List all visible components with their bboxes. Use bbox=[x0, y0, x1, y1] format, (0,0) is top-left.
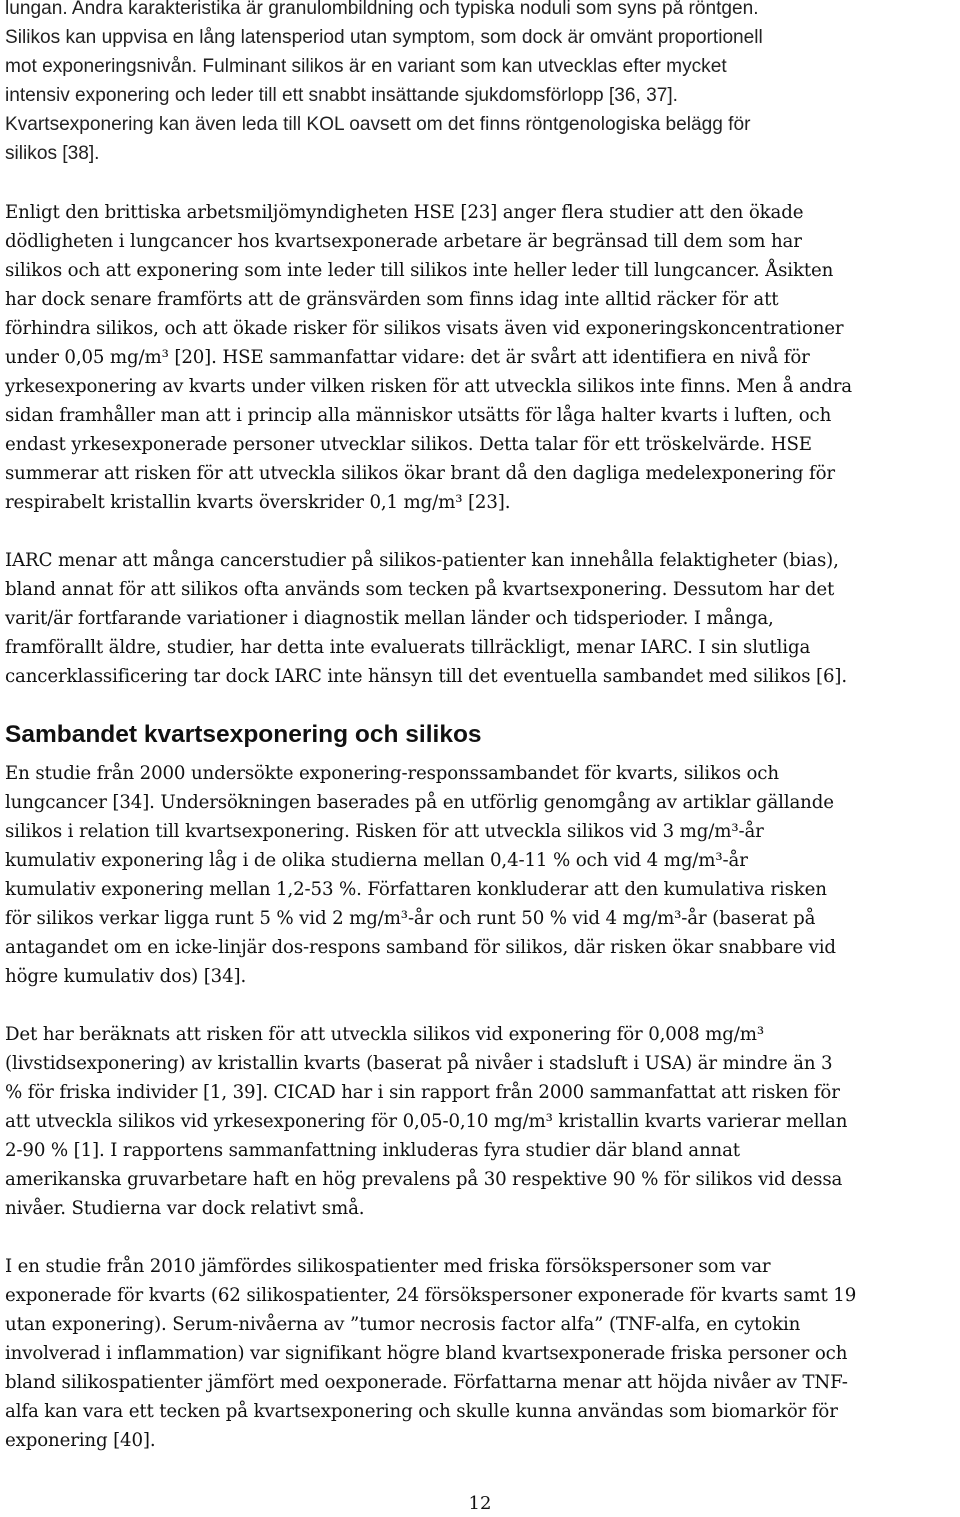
paragraph-silicosis-intro: lungan. Andra karakteristika är granulombildning och typiska noduli som syns på röntgen. Silikos kan uppvisa en lång latensperiod utan symptom, som dock är omvänt proportionell mot exponeringsnivån. Fulminant silikos är en variant som kan utvecklas efter mycket intensiv exponering och leder till ett snabbt insättande sjukdomsförlopp [36, 37]. Kvartsexponering kan även leda till KOL oavsett om det finns röntgenologiska belägg för silikos [38]. bbox=[5, 0, 763, 165]
page-number: 12 bbox=[468, 1493, 492, 1514]
document-page bbox=[5, 0, 957, 1455]
paragraph-study-2000: En studie från 2000 undersökte exponering-responssambandet för kvarts, silikos och lungcancer [34]. Undersökningen baserades på en utförlig genomgång av artiklar gällande silikos i relation till kvartsexponering. Risken för att utveckla silikos vid 3 mg/m³-år kumulativ exponering låg i de olika studierna mellan 0,4-11 % och vid 4 mg/m³-år kumulativ exponering mellan 1,2-53 %. Författaren konkluderar att den kumulativa risken för silikos verkar ligga runt 5 % vid 2 mg/m³-år och runt 50 % vid 4 mg/m³-år (baserat på antagandet om en icke-linjär dos-respons samband för silikos, där risken ökar snabbare vid högre kumulativ dos) [34]. bbox=[5, 762, 836, 987]
paragraph-hse: Enligt den brittiska arbetsmiljömyndigheten HSE [23] anger flera studier att den ökade dödligheten i lungcancer hos kvartsexponerade arbetare är begränsad till dem som har silikos och att exponering som inte leder till silikos inte heller leder till lungcancer. Åsikten har dock senare framförts att de gränsvärden som finns idag inte alltid räcker för att förhindra silikos, och att ökade risker för silikos visats även vid exponeringskoncentrationer under 0,05 mg/m³ [20]. HSE sammanfattar vidare: det är svårt att identifiera en nivå för yrkesexponering av kvarts under vilken risken för att utveckla silikos inte finns. Men å andra sidan framhåller man att i princip alla människor utsätts för låga halter kvarts i luften, och endast yrkesexponerade personer utvecklar silikos. Detta talar för ett tröskelvärde. HSE summerar att risken för att utveckla silikos ökar brant då den dagliga medelexponering för respirabelt kristallin kvarts överskrider 0,1 mg/m³ [23]. bbox=[5, 201, 852, 513]
paragraph-study-2010: I en studie från 2010 jämfördes silikospatienter med friska försökspersoner som var exponerade för kvarts (62 silikospatienter, 24 försökspersoner exponerade för kvarts samt 19 utan exponering). Serum-nivåerna av ”tumor necrosis factor alfa” (TNF-alfa, en cytokin involverad i inflammation) var signifikant högre bland kvartsexponerade friska personer och bland silikospatienter jämfört med oexponerade. Författarna menar att höjda nivåer av TNF- alfa kan vara ett tecken på kvartsexponering och skulle kunna användas som biomarkör för exponering [40]. bbox=[5, 1255, 857, 1451]
paragraph-risk-calculation: Det har beräknats att risken för att utveckla silikos vid exponering för 0,008 mg/m³ (livstidsexponering) av kristallin kvarts (baserat på nivåer i stadsluft i USA) är mindre än 3 % för friska individer [1, 39]. CICAD har i sin rapport från 2000 sammanfattat att risken för att utveckla silikos vid yrkesexponering för 0,05-0,10 mg/m³ kristallin kvarts varierar mellan 2-90 % [1]. I rapportens sammanfattning inkluderas fyra studier där bland annat amerikanska gruvarbetare haft en hög prevalens på 30 respektive 90 % för silikos vid dessa nivåer. Studierna var dock relativt små. bbox=[5, 1023, 848, 1219]
paragraph-iarc: IARC menar att många cancerstudier på silikos-patienter kan innehålla felaktigheter (bias), bland annat för att silikos ofta används som tecken på kvartsexponering. Dessutom har det varit/är fortfarande variationer i diagnostik mellan länder och tidsperioder. I många, framförallt äldre, studier, har detta inte evaluerats tillräckligt, menar IARC. I sin slutliga cancerklassificering tar dock IARC inte hänsyn till det eventuella sambandet med silikos [6]. bbox=[5, 549, 847, 687]
section-heading: Sambandet kvartsexponering och silikos bbox=[5, 720, 482, 748]
